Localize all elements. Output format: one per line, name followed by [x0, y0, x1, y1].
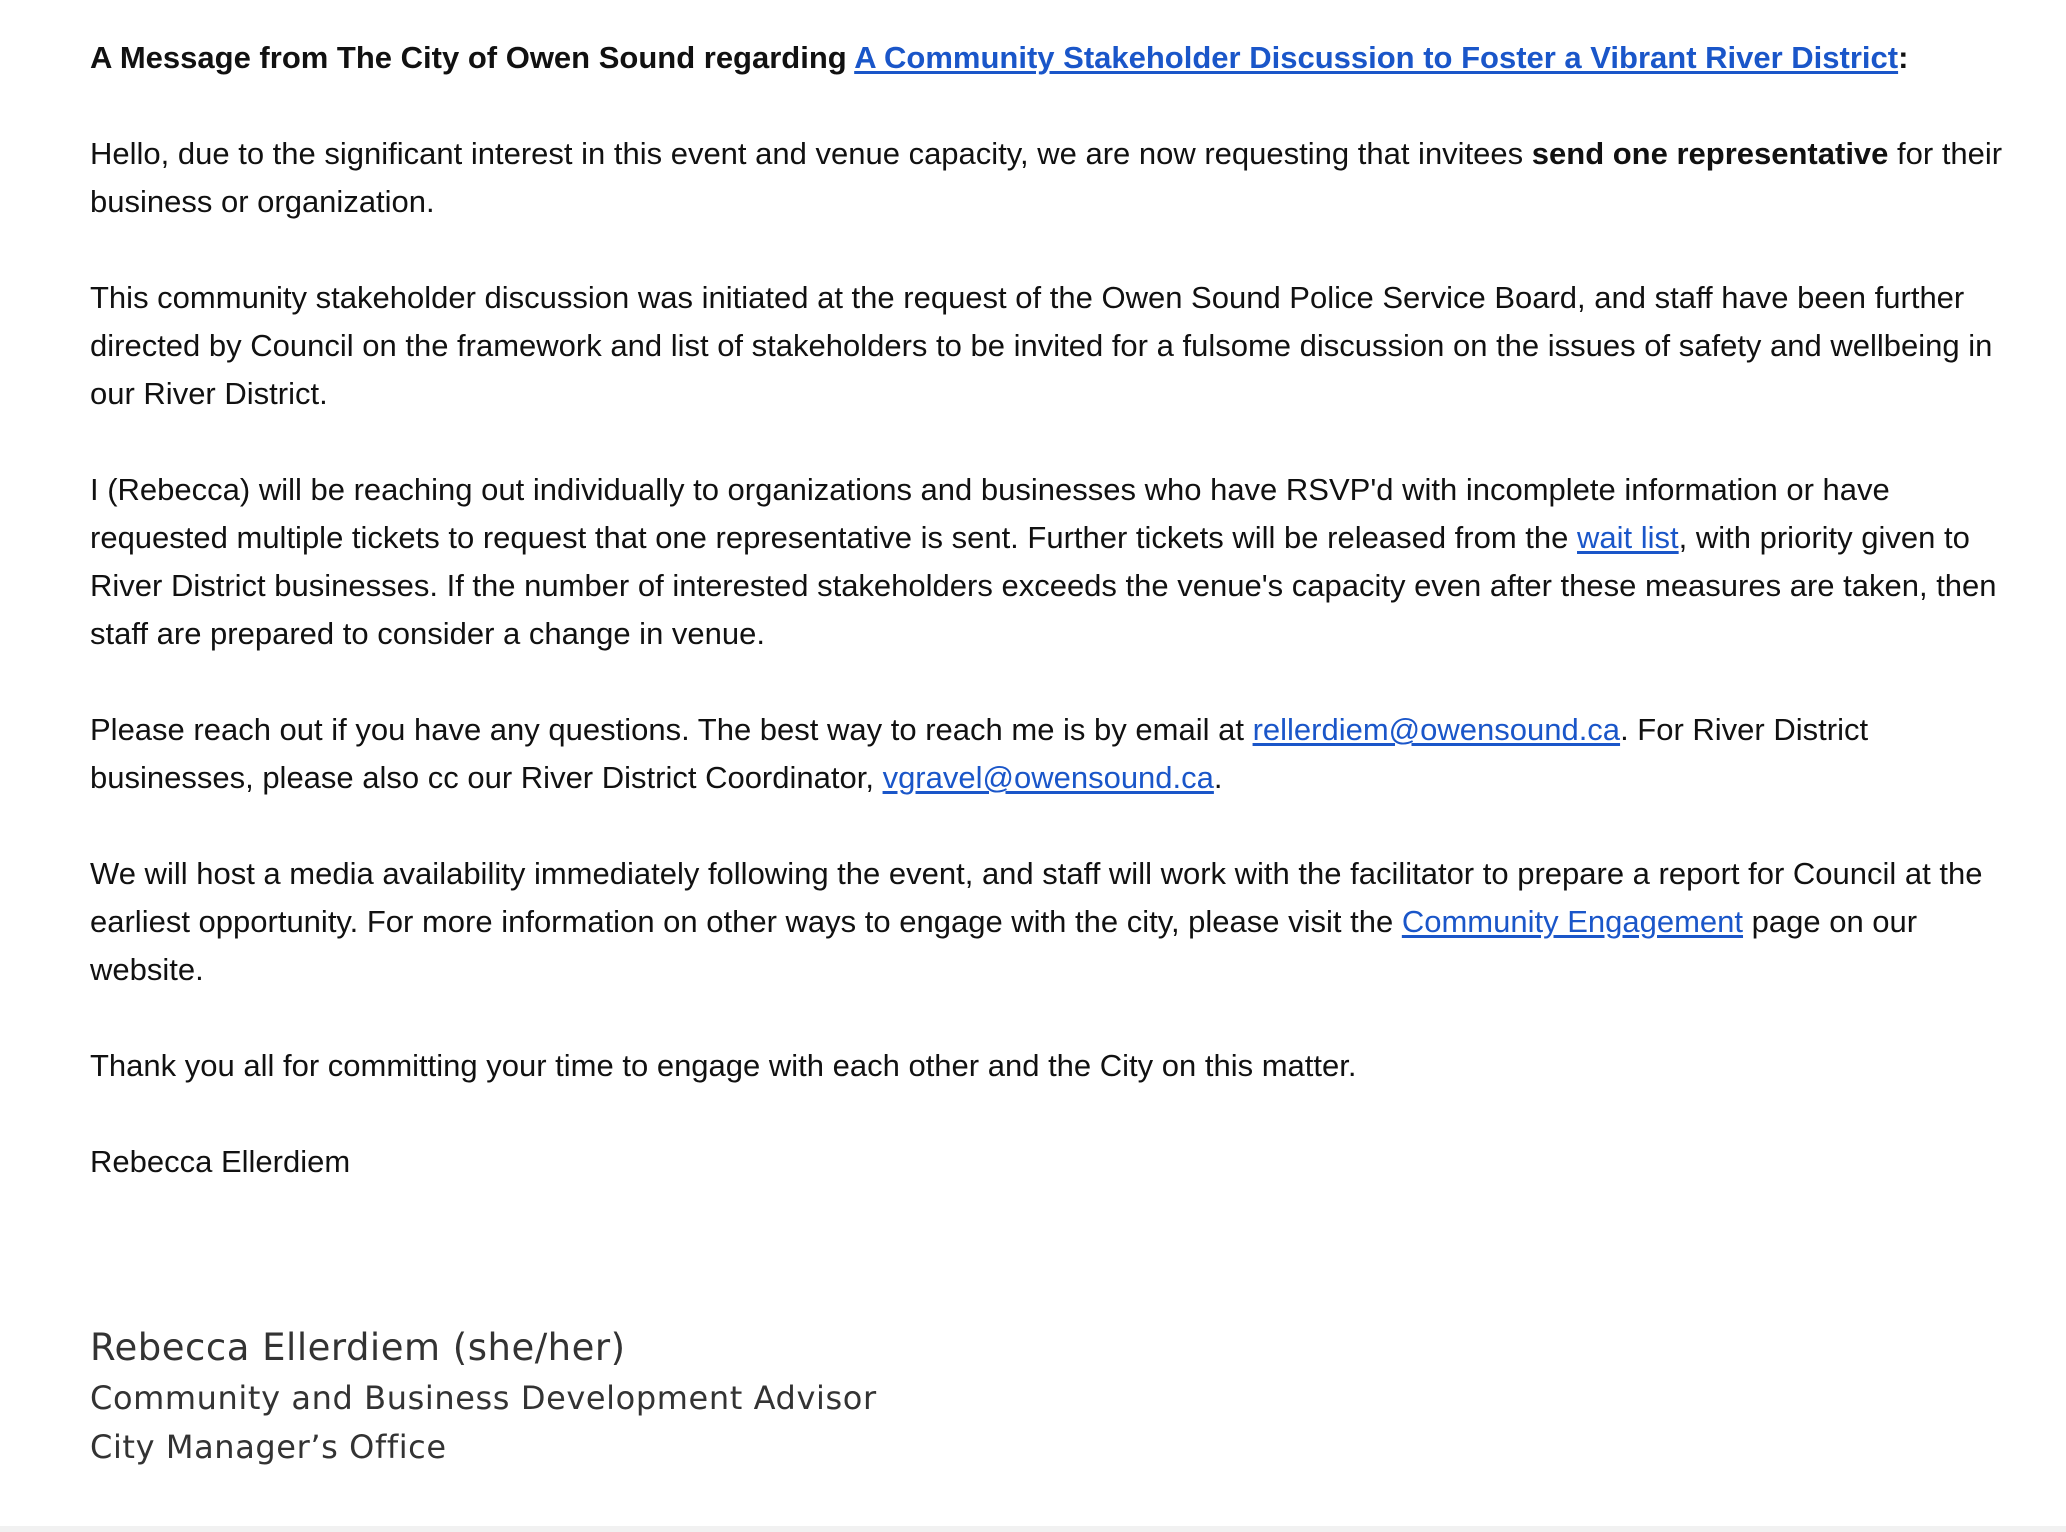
paragraph-outreach — [90, 466, 2020, 658]
paragraph-media-text-2: page on our website. — [90, 904, 1918, 987]
paragraph-contact-text-1: Please reach out if you have any questions. The best way to reach me is by email at — [90, 712, 1253, 747]
wait-list-link[interactable]: wait list — [1577, 520, 1679, 555]
paragraph-media — [90, 850, 2020, 994]
email-link-rellerdiem[interactable]: rellerdiem@owensound.ca — [1252, 712, 1621, 747]
paragraph-request-bold: send one representative — [1531, 136, 1889, 171]
bottom-divider — [0, 1526, 2066, 1532]
paragraph-request — [90, 130, 2020, 226]
paragraph-media-text-1: We will host a media availability immediately following the event, and staff will work with the facilitator to prepare a report for Council at the earliest opportunity. For more information on other ways to engage with the city, please visit the — [90, 856, 1983, 939]
event-link[interactable]: A Community Stakeholder Discussion to Foster a Vibrant River District — [854, 40, 1899, 75]
paragraph-request-text-1: Hello, due to the significant interest in this event and venue capacity, we are now requesting that invitees — [90, 136, 1532, 171]
heading-prefix: A Message from The City of Owen Sound regarding — [90, 40, 855, 75]
community-engagement-link[interactable]: Community Engagement — [1401, 904, 1744, 939]
paragraph-contact — [90, 706, 2020, 802]
paragraph-outreach-text-2: , with priority given to River District businesses. If the number of interested stakeholders exceeds the venue's capacity even after these measures are taken, then staff are prepared to consider a change in venue. — [90, 520, 1997, 651]
message-heading — [90, 34, 2020, 82]
paragraph-outreach-text-1: I (Rebecca) will be reaching out individually to organizations and businesses who have RSVP'd with incomplete information or have requested multiple tickets to request that one representative is sent. Further tickets will be released from the — [90, 472, 1890, 555]
heading-suffix: : — [1898, 40, 1909, 75]
paragraph-thanks: Thank you all for committing your time to engage with each other and the City on this matter. — [90, 1048, 1357, 1083]
closing-name: Rebecca Ellerdiem — [90, 1144, 351, 1179]
signature-name: Rebecca Ellerdiem (she/her) — [90, 1326, 626, 1369]
signature-office: City Manager’s Office — [90, 1428, 447, 1466]
paragraph-request-text-2: for their business or organization. — [90, 136, 2003, 219]
paragraph-contact-text-3: . — [1213, 760, 1223, 795]
paragraph-contact-text-2: . For River District businesses, please also cc our River District Coordinator, — [90, 712, 1869, 795]
email-body — [90, 34, 2020, 1234]
email-signature — [90, 1322, 877, 1472]
paragraph-background: This community stakeholder discussion was initiated at the request of the Owen Sound Police Service Board, and staff have been further directed by Council on the framework and list of stakeholders to be invited for a fulsome discussion on the issues of safety and wellbeing in our River District. — [90, 280, 1993, 411]
signature-title: Community and Business Development Advisor — [90, 1379, 877, 1417]
email-link-vgravel[interactable]: vgravel@owensound.ca — [882, 760, 1214, 795]
